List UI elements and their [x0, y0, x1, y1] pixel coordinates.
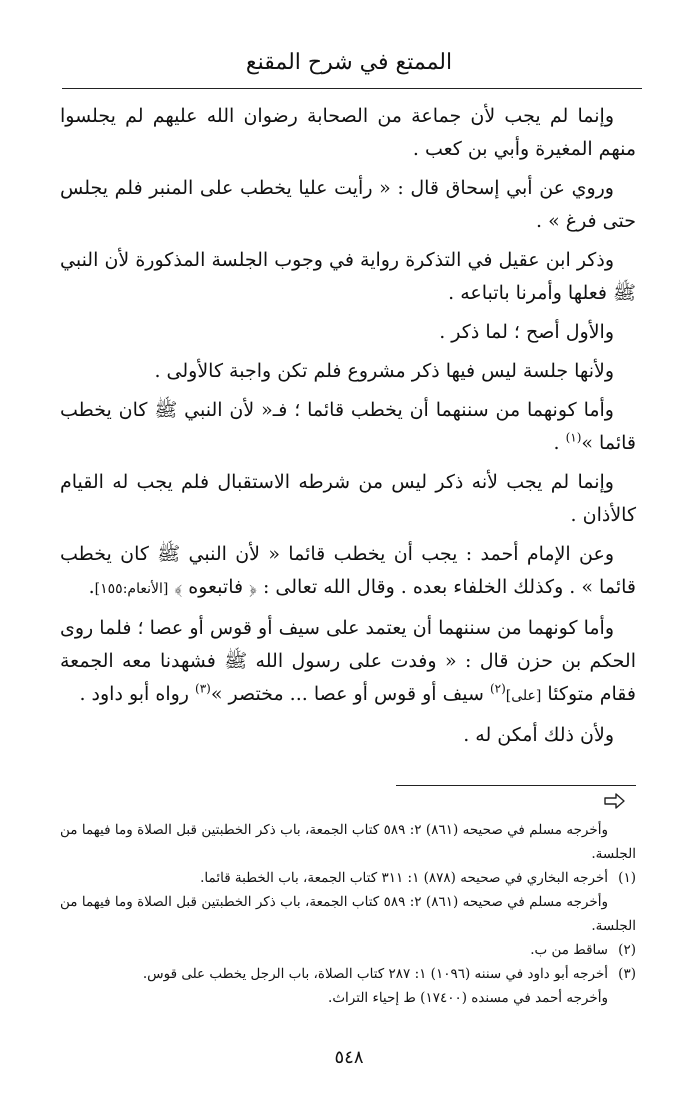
arrow-right-icon	[604, 792, 626, 814]
header-divider	[62, 88, 642, 89]
paragraph-9: وأما كونهما من سننهما أن يعتمد على سيف أو قوس أو عصا ؛ فلما روى الحكم بن حزن قال : « وفدت على رسول الله ﷺ فشهدنا معه الجمعة فقام متوكئا [على]$^{(٢)}$ سيف أو قوس أو عصا ... مختصر »$^{(٣)}$ رواه أبو داود .	[60, 617, 636, 705]
main-text	[60, 100, 636, 758]
footnotes	[60, 818, 636, 1010]
footnote-line: وأخرجه مسلم في صحيحه (٨٦١) ٢: ٥٨٩ كتاب الجمعة، باب ذكر الخطبتين قبل الصلاة وما فيهما من الجلسة.	[60, 822, 636, 862]
paragraph-7: وإنما لم يجب لأنه ذكر ليس من شرطه الاستقبال فلم يجب له القيام كالأذان .	[60, 471, 636, 526]
paragraph-4: والأول أصح ؛ لما ذكر .	[439, 321, 614, 343]
paragraph-6: وأما كونهما من سننهما أن يخطب قائما ؛ فـ« لأن النبي ﷺ كان يخطب قائما »$^{(١)}$ .	[60, 399, 636, 454]
footnote-marker-3: (٣)	[195, 681, 211, 696]
paragraph-3: وذكر ابن عقيل في التذكرة رواية في وجوب الجلسة المذكورة لأن النبي ﷺ فعلها وأمرنا باتباعه .	[60, 249, 636, 304]
footnote-line: وأخرجه أحمد في مسنده (١٧٤٠٠) ط إحياء التراث.	[328, 990, 608, 1006]
running-header-title: الممتع في شرح المقنع	[245, 50, 453, 75]
footnote-divider	[396, 785, 636, 786]
footnote-line: وأخرجه مسلم في صحيحه (٨٦١) ٢: ٥٨٩ كتاب الجمعة، باب ذكر الخطبتين قبل الصلاة وما فيهما من الجلسة.	[60, 894, 636, 934]
footnote-line: (٣)أخرجه أبو داود في سننه (١٠٩٦) ١: ٢٨٧ كتاب الصلاة، باب الرجل يخطب على قوس.	[142, 966, 636, 982]
bracket-insertion: [على]	[505, 688, 542, 704]
footnote-marker-2: (٢)	[489, 681, 506, 696]
paragraph-5: ولأنها جلسة ليس فيها ذكر مشروع فلم تكن واجبة كالأولى .	[154, 360, 614, 382]
footnote-line: (١)أخرجه البخاري في صحيحه (٨٧٨) ١: ٣١١ كتاب الجمعة، باب الخطبة قائما.	[200, 870, 636, 886]
paragraph-1: وإنما لم يجب لأن جماعة من الصحابة رضوان الله عليهم لم يجلسوا منهم المغيرة وأبي بن كعب .	[60, 105, 636, 160]
footnote-marker-1: (١)	[565, 430, 582, 445]
paragraph-8: وعن الإمام أحمد : يجب أن يخطب قائما « لأن النبي ﷺ كان يخطب قائما » . وكذلك الخلفاء بعده . وقال الله تعالى : ﴿ فاتبعوه ﴾ [الأنعام:١٥٥].	[60, 543, 636, 598]
quran-reference: [الأنعام:١٥٥]	[94, 581, 169, 597]
paragraph-10: ولأن ذلك أمكن له .	[463, 724, 614, 746]
paragraph-2: وروي عن أبي إسحاق قال : « رأيت عليا يخطب على المنبر فلم يجلس حتى فرغ » .	[60, 177, 636, 232]
page-number: ٥٤٨	[334, 1047, 364, 1068]
arrow-right-icon-svg	[604, 792, 626, 810]
footnote-line: (٢)ساقط من ب.	[530, 942, 636, 958]
